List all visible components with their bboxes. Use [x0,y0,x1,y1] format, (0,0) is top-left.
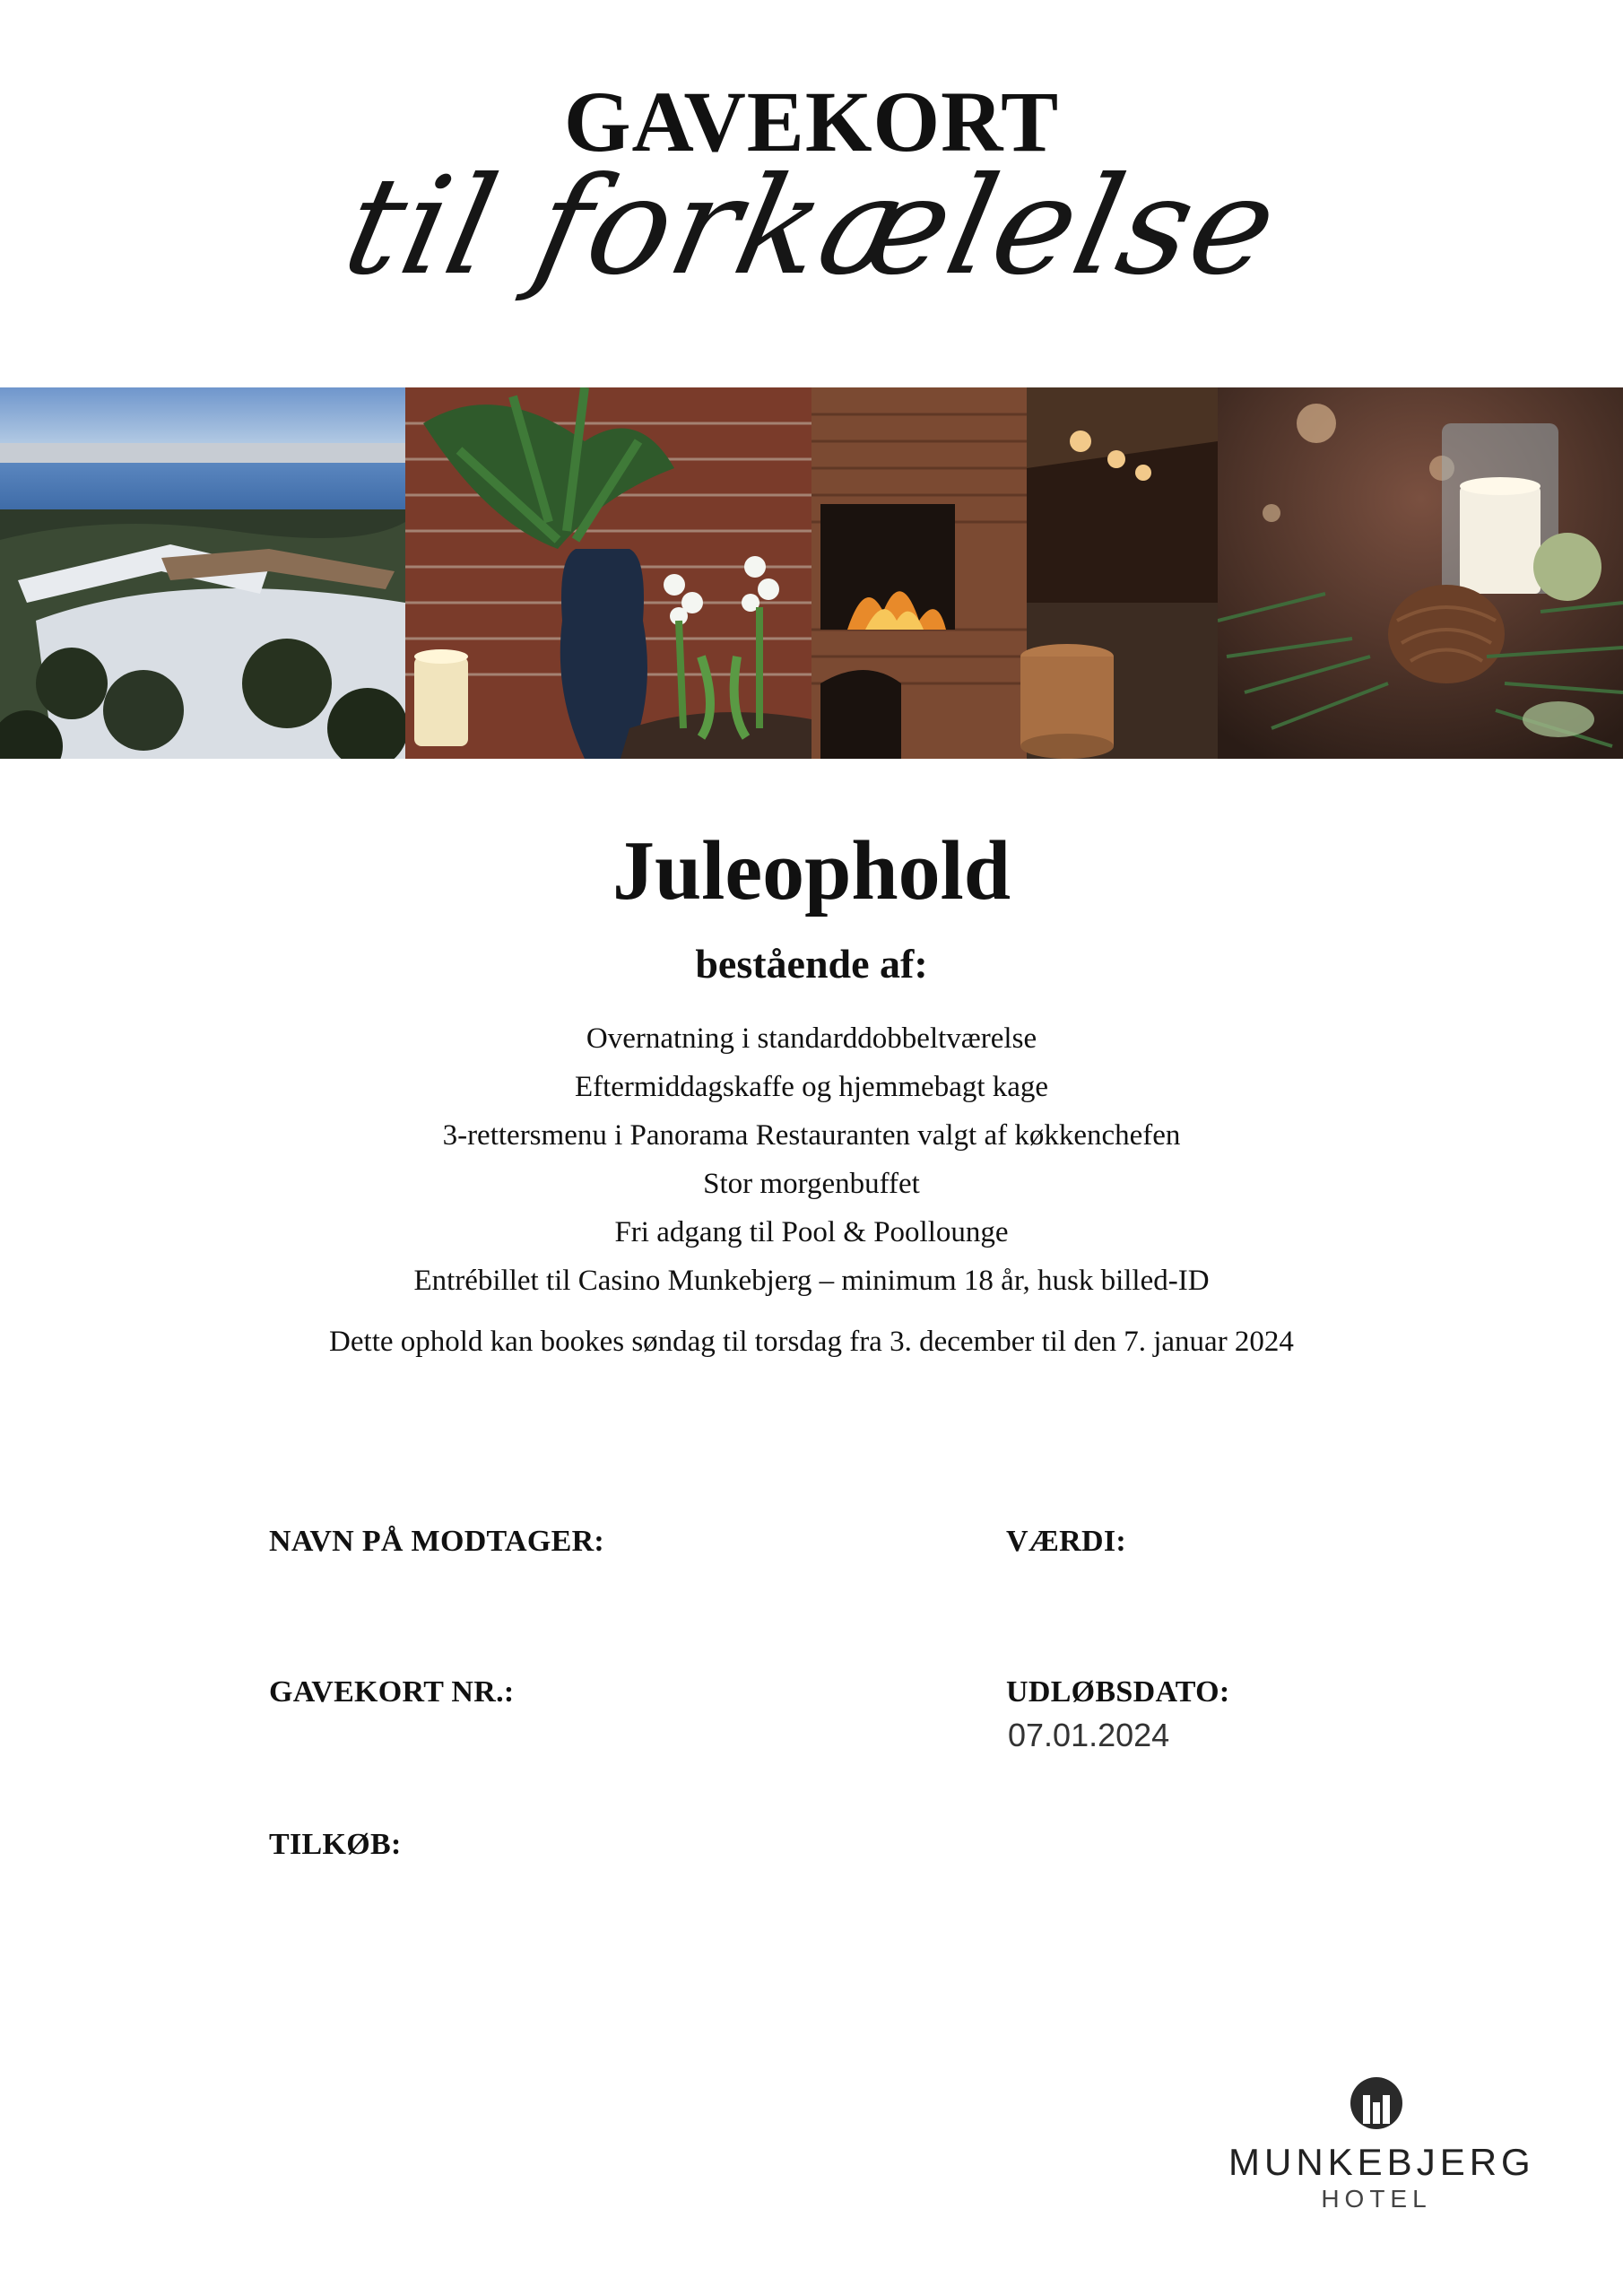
expiry-value: 07.01.2024 [1008,1717,1170,1753]
booking-note: Dette ophold kan bookes søndag til torsdag fra 3. december til den 7. januar 2024 [329,1326,1294,1358]
hotel-logo [1228,2077,1535,2221]
candle-pine-photo [1218,387,1623,759]
offer-heading: Juleophold [612,824,1011,918]
value-label: VÆRDI: [1006,1525,1127,1558]
list-item: Fri adgang til Pool & Poollounge [614,1216,1009,1248]
monk-icon [1350,2077,1402,2129]
offer-items-list [0,1014,1623,1305]
card-number-label: GAVEKORT NR.: [269,1675,515,1709]
list-item: 3-rettersmenu i Panorama Restauranten valgt af køkkenchefen [442,1119,1181,1152]
gift-card-script-title: til forkælelse [332,149,1291,305]
flowers-brick-photo [405,387,812,759]
list-item: Overnatning i standarddobbeltværelse [586,1022,1037,1055]
expiry-label: UDLØBSDATO: [1006,1675,1230,1709]
recipient-label: NAVN PÅ MODTAGER: [269,1525,605,1558]
logo-wordmark: MUNKEBJERG [1228,2141,1535,2183]
list-item: Stor morgenbuffet [703,1168,920,1200]
fireplace-lobby-photo [812,387,1218,759]
offer-section [0,807,1623,1366]
addon-label: TILKØB: [269,1828,402,1861]
gift-card-title: GAVEKORT [563,74,1060,170]
offer-subheading: bestående af: [695,941,928,987]
aerial-hotel-photo [0,387,405,759]
photo-strip [0,387,1623,759]
list-item: Eftermiddagskaffe og hjemmebagt kage [574,1071,1049,1103]
gift-card-header [0,0,1623,377]
list-item: Entrébillet til Casino Munkebjerg – minimum 18 år, husk billed-ID [413,1265,1210,1297]
logo-subtitle: HOTEL [1321,2185,1432,2213]
